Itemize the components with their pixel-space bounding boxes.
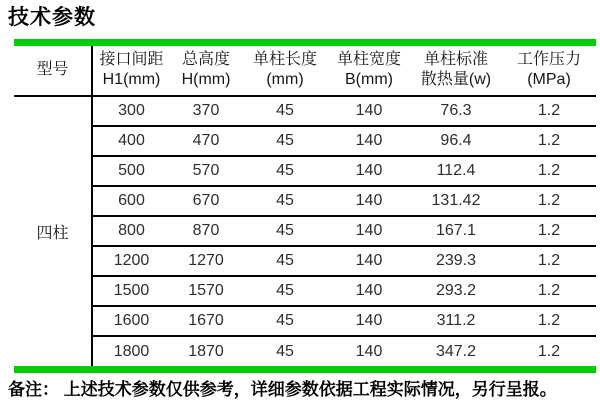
column-header-model: 型号 — [14, 46, 92, 96]
spec-cell: 311.2 — [410, 306, 502, 336]
spec-cell: 1.2 — [537, 342, 561, 360]
spec-cell: 1670 — [170, 306, 242, 336]
bottom-accent-bar — [14, 366, 596, 373]
spec-cell: 870 — [170, 216, 242, 246]
table-row — [14, 336, 596, 366]
spec-cell: 140 — [328, 96, 410, 126]
spec-cell: 140 — [328, 246, 410, 276]
model-value-cell: 四柱 — [14, 96, 92, 366]
spec-cell: 45 — [242, 96, 328, 126]
table-row — [14, 306, 596, 336]
spec-cell: 45 — [242, 126, 328, 156]
column-header-2: 总高度 H(mm) — [170, 46, 242, 96]
spec-cell: 45 — [242, 246, 328, 276]
spec-cell: 1600 — [92, 306, 170, 336]
column-header-3: 单柱长度 (mm) — [242, 46, 328, 96]
spec-cell: 45 — [276, 342, 294, 360]
table-row — [14, 96, 596, 126]
spec-cell: 45 — [242, 306, 328, 336]
spec-cell: 1.2 — [502, 276, 596, 306]
spec-table-body — [14, 96, 596, 366]
spec-cell: 45 — [242, 216, 328, 246]
spec-cell: 1800 — [113, 342, 150, 360]
column-header-4: 单柱宽度 B(mm) — [328, 46, 410, 96]
spec-cell: 1200 — [92, 246, 170, 276]
spec-cell: 293.2 — [410, 276, 502, 306]
spec-cell: 45 — [242, 276, 328, 306]
header-row — [14, 46, 596, 96]
spec-cell: 96.4 — [410, 126, 502, 156]
footer-note: 备注： 上述技术参数仅供参考，详细参数依据工程实际情况，另行呈报。 — [8, 380, 557, 399]
spec-cell: 1870 — [188, 342, 224, 360]
spec-cell: 670 — [170, 186, 242, 216]
spec-cell: 600 — [92, 186, 170, 216]
spec-cell: 1270 — [170, 246, 242, 276]
spec-cell: 1.2 — [502, 156, 596, 186]
spec-cell: 76.3 — [410, 96, 502, 126]
spec-cell: 400 — [92, 126, 170, 156]
spec-cell: 239.3 — [410, 246, 502, 276]
spec-cell: 45 — [242, 186, 328, 216]
spec-cell: 140 — [328, 306, 410, 336]
spec-cell: 1.2 — [502, 96, 596, 126]
spec-cell: 1.2 — [502, 126, 596, 156]
table-row — [14, 156, 596, 186]
spec-cell: 300 — [92, 96, 170, 126]
spec-cell: 131.42 — [410, 186, 502, 216]
table-row — [14, 126, 596, 156]
spec-cell: 140 — [328, 156, 410, 186]
spec-table — [14, 46, 596, 366]
page-title: 技术参数 — [8, 6, 96, 29]
spec-cell: 1570 — [170, 276, 242, 306]
spec-cell: 470 — [170, 126, 242, 156]
spec-cell: 1.2 — [502, 186, 596, 216]
table-row — [14, 246, 596, 276]
column-header-5: 单柱标准 散热量(w) — [410, 46, 502, 96]
parameters-table — [14, 39, 596, 373]
column-header-6: 工作压力 (MPa) — [502, 46, 596, 96]
spec-cell: 500 — [92, 156, 170, 186]
spec-cell: 1500 — [92, 276, 170, 306]
table-row — [14, 186, 596, 216]
top-accent-bar — [14, 39, 596, 46]
spec-cell: 45 — [242, 156, 328, 186]
spec-cell: 140 — [328, 276, 410, 306]
spec-cell: 112.4 — [410, 156, 502, 186]
table-row — [14, 276, 596, 306]
spec-cell: 1.2 — [502, 216, 596, 246]
table-row — [14, 216, 596, 246]
spec-cell: 570 — [170, 156, 242, 186]
spec-cell: 1.2 — [502, 306, 596, 336]
spec-cell: 140 — [328, 216, 410, 246]
spec-cell: 1.2 — [502, 246, 596, 276]
spec-cell: 370 — [170, 96, 242, 126]
column-header-1: 接口间距 H1(mm) — [92, 46, 170, 96]
spec-cell: 347.2 — [435, 342, 477, 360]
spec-cell: 140 — [355, 342, 383, 360]
spec-cell: 140 — [328, 186, 410, 216]
spec-cell: 140 — [328, 126, 410, 156]
spec-cell: 800 — [92, 216, 170, 246]
spec-cell: 167.1 — [410, 216, 502, 246]
